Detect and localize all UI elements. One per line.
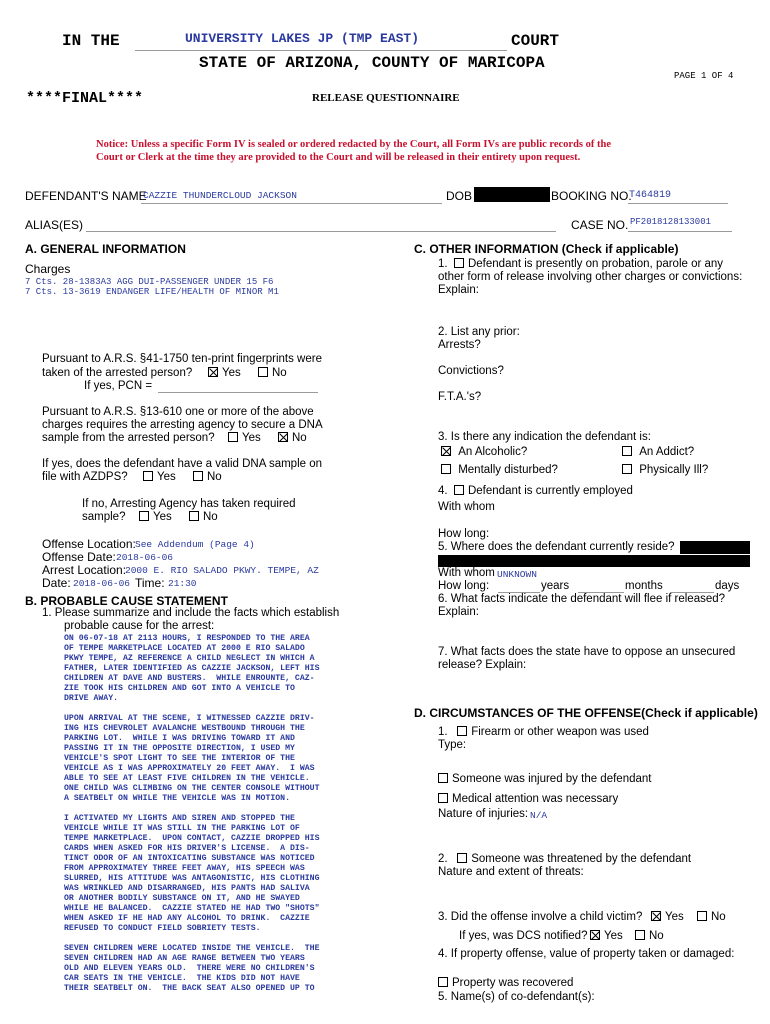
property-value-question: 4. If property offense, value of property taken or damaged: — [438, 948, 735, 960]
page-number: PAGE 1 OF 4 — [674, 71, 734, 81]
physically-ill-checkbox[interactable] — [622, 464, 632, 474]
dcs-question: If yes, was DCS notified? — [459, 930, 588, 942]
dna-question-2: charges requires the arresting agency to secure a DNA — [42, 419, 323, 431]
offense-date-label: Offense Date: — [42, 550, 116, 564]
co-defendants-label: 5. Name(s) of co-defendant(s): — [438, 991, 595, 1003]
mentally-disturbed-option[interactable]: Mentally disturbed? — [441, 464, 558, 476]
valid-dna-question-1: If yes, does the defendant have a valid DNA sample on — [42, 458, 323, 470]
sample-no-checkbox[interactable] — [189, 511, 199, 521]
fingerprint-no-checkbox[interactable] — [258, 367, 268, 377]
flee-question: 6. What facts indicate the defendant will flee if released? — [438, 593, 726, 605]
sample-yes-checkbox[interactable] — [139, 511, 149, 521]
indication-question: 3. Is there any indication the defendant is: — [438, 431, 651, 443]
dna-yes-checkbox[interactable] — [228, 432, 238, 442]
medical-option[interactable]: Medical attention was necessary — [438, 793, 618, 805]
narrative-paragraph-4: SEVEN CHILDREN WERE LOCATED INSIDE THE VEHICLE. THE SEVEN CHILDREN HAD AN AGE RANGE BETWEEN TWO YEARS OLD AND ELEVEN YEARS OLD. THERE WERE NO CHILDREN'S CAR SEATS IN THE VEHICLE. THE KIDS DID NOT HAVE THEIR SEATBELT ON. THE BACK SEAT ALSO OPENED UP TO — [64, 944, 320, 993]
child-victim-no-checkbox[interactable] — [697, 911, 707, 921]
employer-label: With whom — [438, 501, 495, 513]
residence-redaction-2 — [438, 555, 750, 567]
injured-checkbox[interactable] — [438, 773, 448, 783]
section-d-title: D. CIRCUMSTANCES OF THE OFFENSE(Check if applicable) — [414, 706, 758, 720]
probable-cause-question-1: 1. Please summarize and include the facts which establish — [42, 607, 340, 619]
threats-label: Nature and extent of threats: — [438, 866, 584, 878]
offense-location-value: See Addendum (Page 4) — [135, 539, 255, 550]
weapon-type-label: Type: — [438, 739, 467, 751]
injured-option[interactable]: Someone was injured by the defendant — [438, 773, 651, 785]
defendant-name-field[interactable]: CAZZIE THUNDERCLOUD JACKSON — [143, 190, 297, 201]
valid-dna-no-option[interactable]: No — [193, 471, 222, 483]
residence-redaction-1 — [680, 541, 750, 554]
alias-label: ALIAS(ES) — [25, 218, 84, 232]
notice-line-1: Notice: Unless a specific Form IV is sealed or ordered redacted by the Court, all Form IVs are public records of the — [96, 139, 612, 150]
probation-line-2: other form of release involving other charges or convictions: — [438, 271, 743, 283]
case-number-underline — [628, 231, 732, 232]
court-name: UNIVERSITY LAKES JP (TMP EAST) — [185, 31, 420, 46]
valid-dna-yes-checkbox[interactable] — [143, 471, 153, 481]
employed-checkbox[interactable] — [454, 485, 464, 495]
arrest-location-label: Arrest Location: — [42, 563, 127, 577]
form-title: RELEASE QUESTIONNAIRE — [312, 92, 460, 104]
valid-dna-yes-option[interactable]: Yes — [143, 471, 176, 483]
dna-question-1: Pursuant to A.R.S. §13-610 one or more of the above — [42, 406, 314, 418]
narrative-paragraph-3: I ACTIVATED MY LIGHTS AND SIREN AND STOPPED THE VEHICLE WHILE IT WAS STILL IN THE PARKING LOT OF TEMPE MARKETPLACE. UPON CONTACT, CAZZIE DROPPED HIS CARDS WHEN ASKED FOR HIS DRIVER'S LICENSE. A DIS- TINCT ODOR OF AN INTOXICATING SUBSTANCE WAS NOTICED FROM APPROXIMATEY THREE FEET AWAY, HIS SPEECH WAS SLURRED, HIS ATTITUDE WAS ANTAGONISTIC, HIS CLOTHING WAS WRINKLED AND DISARRANGED, HIS PANTS HAD SALIVA OR ANOTHER BODILY SUBSTANCE ON IT, AND HE SWAYED WHILE HE BALANCED. CAZZIE STATED HE HAD TWO "SHOTS" WHEN ASKED IF HE HAD ANY ALCOHOL TO DRINK. CAZZIE REFUSED TO CONDUCT FIELD SOBRIETY TESTS. — [64, 814, 320, 933]
firearm-checkbox[interactable] — [457, 726, 467, 736]
arrest-time-label: Time: — [135, 576, 165, 590]
employment-duration-label: How long: — [438, 528, 490, 540]
flee-explain: Explain: — [438, 606, 479, 618]
residence-duration-label: How long: — [438, 580, 490, 592]
residence-with-label: With whom — [438, 567, 495, 579]
defendant-name-underline — [141, 203, 442, 204]
arrest-date-value: 2018-06-06 — [73, 578, 131, 589]
dob-redaction — [474, 187, 550, 202]
oppose-question-1: 7. What facts does the state have to oppose an unsecured — [438, 646, 736, 658]
months-label: months — [625, 580, 663, 592]
pcn-underline[interactable] — [158, 392, 318, 393]
residence-question: 5. Where does the defendant currently reside? — [438, 541, 675, 553]
booking-number-field[interactable]: T464819 — [629, 190, 672, 201]
section-b-title: B. PROBABLE CAUSE STATEMENT — [25, 594, 228, 608]
offense-date-value: 2018-06-06 — [116, 552, 174, 563]
dcs-no-option[interactable]: No — [635, 930, 664, 942]
sample-yes-option[interactable]: Yes — [139, 511, 172, 523]
fingerprint-yes-option[interactable]: Yes — [208, 367, 241, 379]
threatened-option[interactable]: 2. Someone was threatened by the defendant — [438, 853, 692, 865]
dcs-no-checkbox[interactable] — [635, 930, 645, 940]
alias-underline — [86, 231, 556, 232]
valid-dna-no-checkbox[interactable] — [193, 471, 203, 481]
required-sample-question-1: If no, Arresting Agency has taken required — [82, 498, 296, 510]
case-number-label: CASE NO. — [571, 218, 629, 232]
prior-arrests-label: Arrests? — [438, 339, 481, 351]
pcn-label: If yes, PCN = — [84, 380, 153, 392]
oppose-question-2: release? Explain: — [438, 659, 527, 671]
defendant-name-label: DEFENDANT'S NAME — [25, 189, 147, 203]
section-a-title: A. GENERAL INFORMATION — [25, 242, 186, 256]
narrative-paragraph-2: UPON ARRIVAL AT THE SCENE, I WITNESSED CAZZIE DRIV- ING HIS CHEVROLET AVALANCHE WESTBOUND THROUGH THE PARKING LOT. WHILE I WAS DRIVING TOWARD IT AND PASSING IT IN THE OPPOSITE DIRECTION, I USED MY VEHICLE'S SPOT LIGHT TO SEE THE INTERIOR OF THE VEHICLE AS I WAS APPROXIMATELY 20 FEET AWAY. I WAS ABLE TO SEE AT LEAST FIVE CHILDREN IN THE VEHICLE. ONE CHILD WAS CLIMBING ON THE CENTER CONSOLE WITHOUT A SEATBELT ON WHILE THE VEHICLE WAS IN MOTION. — [64, 714, 320, 803]
child-victim-yes-checkbox[interactable] — [651, 911, 661, 921]
child-victim-no-option[interactable]: No — [697, 911, 726, 923]
fingerprint-question-1: Pursuant to A.R.S. §41-1750 ten-print fingerprints were — [42, 353, 322, 365]
charges-label: Charges — [25, 262, 71, 276]
days-label: days — [715, 580, 740, 592]
in-the-label: IN THE — [62, 32, 120, 50]
injuries-value: N/A — [530, 810, 548, 821]
prior-list-label: 2. List any prior: — [438, 326, 520, 338]
dna-yes-option[interactable]: Yes — [228, 432, 261, 444]
physically-ill-option[interactable]: Physically Ill? — [622, 464, 708, 476]
booking-label: BOOKING NO. — [551, 189, 632, 203]
arrest-date-label: Date: — [42, 576, 71, 590]
threatened-checkbox[interactable] — [457, 853, 467, 863]
valid-dna-question-2: file with AZDPS? — [42, 471, 128, 483]
dcs-yes-option[interactable]: Yes — [590, 930, 623, 942]
dna-question-3: sample from the arrested person? — [42, 432, 215, 444]
dna-no-option[interactable]: No — [278, 432, 307, 444]
sample-no-option[interactable]: No — [189, 511, 218, 523]
final-label: ****FINAL**** — [26, 90, 144, 107]
prior-convictions-label: Convictions? — [438, 365, 504, 377]
notice-line-2: Court or Clerk at the time they are provided to the Court and will be released in their entirety upon request. — [96, 152, 581, 163]
charge-2: 7 Cts. 13-3619 ENDANGER LIFE/HEALTH OF MINOR M1 — [25, 287, 279, 297]
medical-checkbox[interactable] — [438, 793, 448, 803]
employed-option[interactable]: 4. Defendant is currently employed — [438, 485, 633, 497]
state-county-line: STATE OF ARIZONA, COUNTY OF MARICOPA — [199, 54, 545, 72]
fingerprint-yes-checkbox[interactable] — [208, 367, 218, 377]
child-victim-question: 3. Did the offense involve a child victim? — [438, 911, 643, 923]
years-label: years — [541, 580, 570, 592]
addict-checkbox[interactable] — [622, 446, 632, 456]
dob-label: DOB — [446, 189, 473, 203]
alcoholic-option[interactable]: An Alcoholic? — [441, 446, 527, 458]
alcoholic-checkbox[interactable] — [441, 446, 451, 456]
arrest-time-value: 21:30 — [168, 578, 197, 589]
property-recovered-option[interactable]: Property was recovered — [438, 977, 573, 989]
court-name-underline — [135, 50, 507, 51]
case-number-field[interactable]: PF2018128133001 — [630, 217, 712, 227]
child-victim-yes-option[interactable]: Yes — [651, 911, 684, 923]
narrative-paragraph-1: ON 06-07-18 AT 2113 HOURS, I RESPONDED TO THE AREA OF TEMPE MARKETPLACE LOCATED AT 2000 E RIO SALADO PKWY TEMPE, AZ REFERENCE A CHILD NEGLECT IN WHICH A FATHER, LATER IDENTIFIED AS CAZZIE JACKSON, LEFT HIS CHILDREN AT DAVE AND BUSTERS. WHILE ENROUNTE, CAZ- ZIE TOOK HIS CHILDREN AND GOT INTO A VEHICLE TO DRIVE AWAY. — [64, 634, 320, 703]
booking-underline — [628, 203, 728, 204]
section-c-title: C. OTHER INFORMATION (Check if applicable) — [414, 242, 679, 256]
probable-cause-question-2: probable cause for the arrest: — [64, 620, 215, 632]
injuries-label: Nature of injuries: — [438, 808, 529, 820]
arrest-location-value: 2000 E. RIO SALADO PKWY. TEMPE, AZ — [125, 565, 319, 576]
firearm-option[interactable]: 1. Firearm or other weapon was used — [438, 726, 649, 738]
addict-option[interactable]: An Addict? — [622, 446, 694, 458]
required-sample-question-2: sample? — [82, 511, 126, 523]
property-recovered-checkbox[interactable] — [438, 977, 448, 987]
fingerprint-no-option[interactable]: No — [258, 367, 287, 379]
dna-no-checkbox[interactable] — [278, 432, 288, 442]
residence-with-value: UNKNOWN — [497, 569, 537, 580]
dcs-yes-checkbox[interactable] — [590, 930, 600, 940]
probation-checkbox[interactable] — [454, 258, 464, 268]
charge-1: 7 Cts. 28-1383A3 AGG DUI-PASSENGER UNDER 15 F6 — [25, 277, 274, 287]
offense-location-label: Offense Location: — [42, 537, 136, 551]
probation-item[interactable]: 1. Defendant is presently on probation, parole or any — [438, 258, 724, 270]
probation-explain: Explain: — [438, 284, 479, 296]
fingerprint-question-2: taken of the arrested person? — [42, 367, 193, 379]
court-label: COURT — [511, 32, 560, 50]
prior-fta-label: F.T.A.'s? — [438, 391, 482, 403]
mentally-disturbed-checkbox[interactable] — [441, 464, 451, 474]
